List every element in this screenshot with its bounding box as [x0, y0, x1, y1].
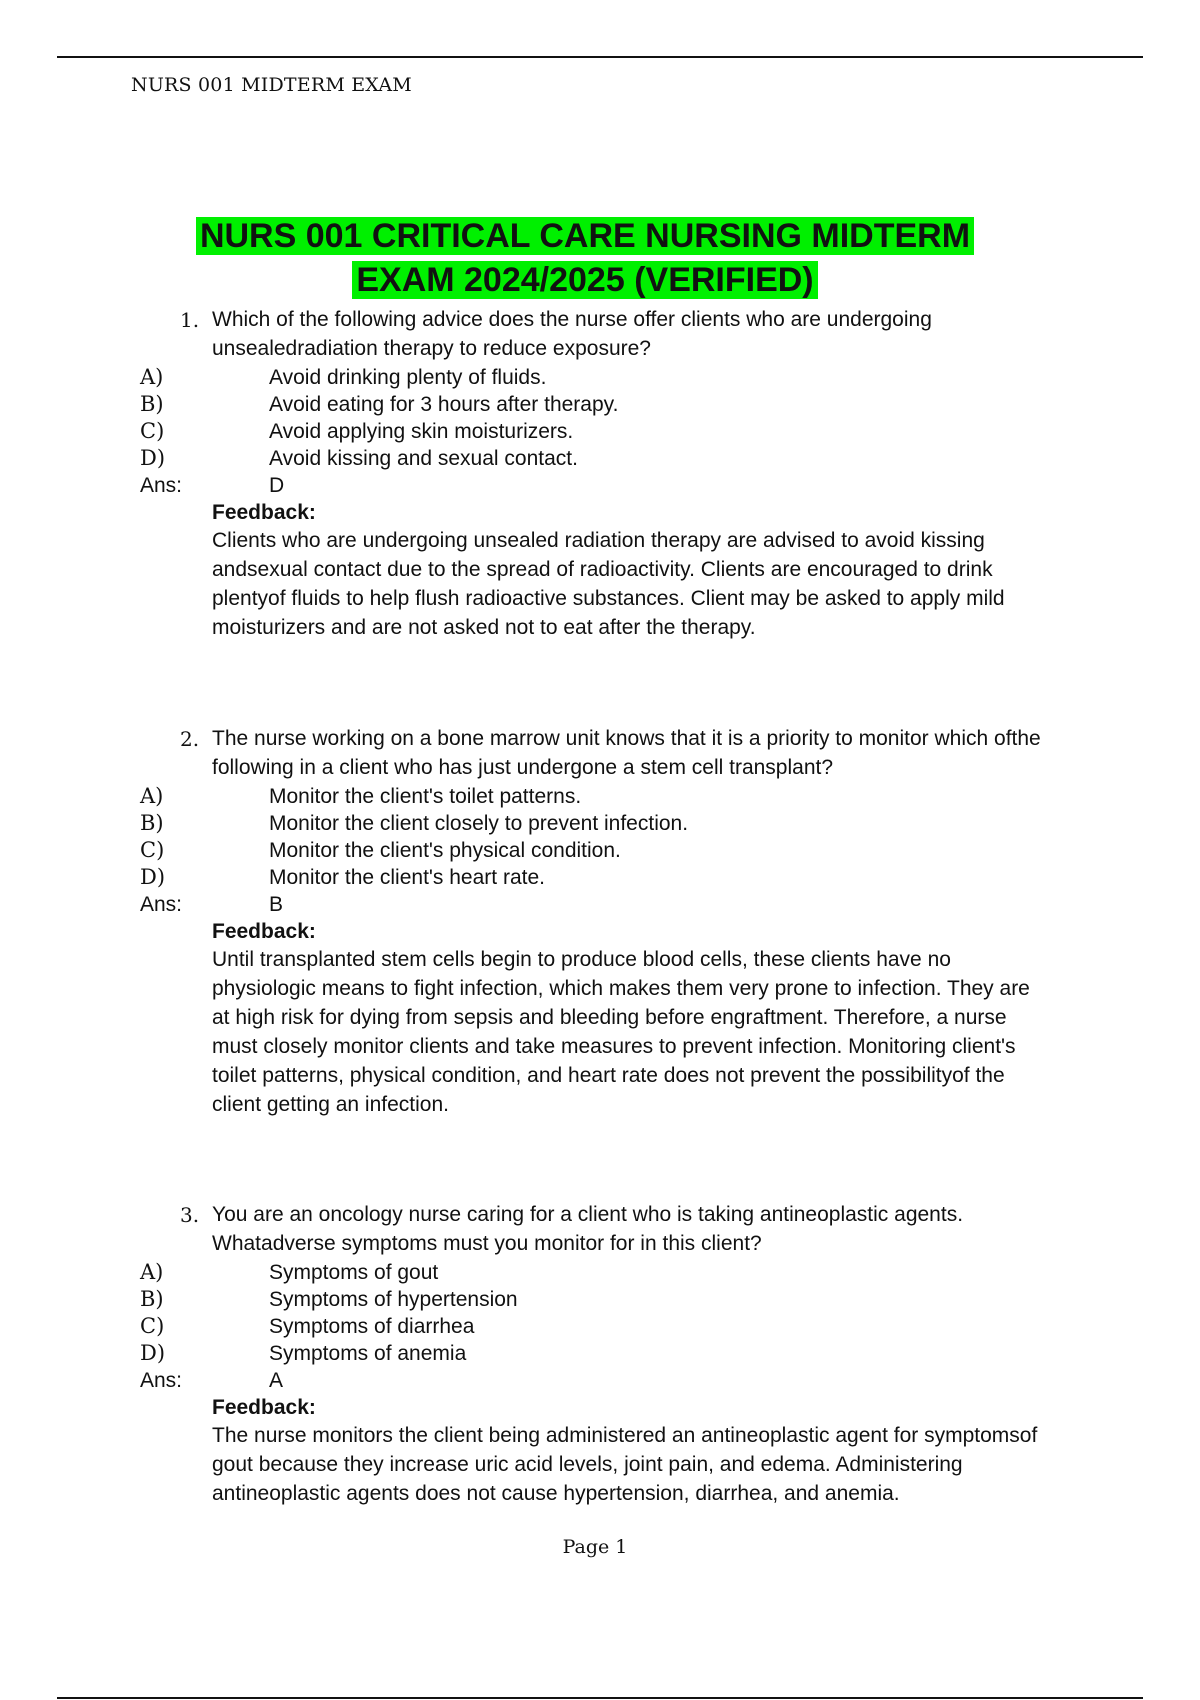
option-d	[0, 1340, 1200, 1367]
option-d	[0, 864, 1200, 891]
feedback-heading: Feedback:	[212, 501, 316, 524]
option-letter: C)	[140, 1314, 165, 1338]
option-text: Symptoms of gout	[269, 1261, 439, 1284]
option-c	[0, 418, 1200, 445]
option-d	[0, 445, 1200, 472]
option-letter: C)	[140, 419, 165, 443]
answer-value: A	[269, 1369, 284, 1392]
answer-label: Ans:	[140, 474, 183, 497]
option-letter: A)	[140, 1260, 164, 1284]
option-text: Avoid applying skin moisturizers.	[269, 420, 574, 443]
feedback-text: Clients who are undergoing unsealed radiation therapy are advised to avoid kissing andsexual contact due to the spread of radioactivity. Clients are encouraged to drink plentyof fluids to help flush radioactive substances. Client may be asked to apply mild moisturizers and are not asked not to eat after the therapy.	[212, 529, 1005, 639]
title-line-1: NURS 001 CRITICAL CARE NURSING MIDTERM	[196, 217, 974, 255]
bottom-rule	[57, 1697, 1143, 1699]
option-text: Avoid eating for 3 hours after therapy.	[269, 393, 619, 416]
option-a	[0, 364, 1200, 391]
question-text: Which of the following advice does the nurse offer clients who are undergoing unsealedradiation therapy to reduce exposure?	[212, 308, 932, 360]
option-letter: D)	[140, 865, 166, 889]
question-number: 1.	[180, 308, 200, 332]
option-c	[0, 1313, 1200, 1340]
answer-value: B	[269, 893, 284, 916]
answer-row	[0, 891, 1200, 918]
title-line-2: EXAM 2024/2025 (VERIFIED)	[352, 261, 817, 299]
feedback-heading: Feedback:	[212, 1396, 316, 1419]
option-text: Monitor the client's heart rate.	[269, 866, 545, 889]
question-number: 3.	[180, 1203, 200, 1227]
option-a	[0, 783, 1200, 810]
answer-label: Ans:	[140, 893, 183, 916]
answer-value: D	[269, 474, 285, 497]
option-letter: D)	[140, 1341, 166, 1365]
option-letter: C)	[140, 838, 165, 862]
option-letter: D)	[140, 446, 166, 470]
option-letter: A)	[140, 365, 164, 389]
option-a	[0, 1259, 1200, 1286]
top-rule	[57, 56, 1143, 58]
option-text: Avoid drinking plenty of fluids.	[269, 366, 547, 389]
option-letter: B)	[140, 392, 164, 416]
option-b	[0, 1286, 1200, 1313]
answer-row	[0, 472, 1200, 499]
option-text: Symptoms of diarrhea	[269, 1315, 475, 1338]
answer-row	[0, 1367, 1200, 1394]
page-number: Page 1	[562, 1536, 628, 1558]
option-c	[0, 837, 1200, 864]
option-b	[0, 391, 1200, 418]
option-text: Monitor the client's toilet patterns.	[269, 785, 582, 808]
question-text: The nurse working on a bone marrow unit knows that it is a priority to monitor which ofthe following in a client who has just undergone a stem cell transplant?	[212, 727, 1041, 779]
option-b	[0, 810, 1200, 837]
option-letter: A)	[140, 784, 164, 808]
feedback-text: The nurse monitors the client being administered an antineoplastic agent for symptomsof gout because they increase uric acid levels, joint pain, and edema. Administering antineoplastic agents does not cause hypertension, diarrhea, and anemia.	[212, 1424, 1038, 1505]
document-title	[0, 214, 1170, 302]
option-text: Monitor the client closely to prevent infection.	[269, 812, 689, 835]
option-text: Avoid kissing and sexual contact.	[269, 447, 578, 470]
answer-label: Ans:	[140, 1369, 183, 1392]
running-header: NURS 001 MIDTERM EXAM	[131, 74, 412, 96]
option-text: Monitor the client's physical condition.	[269, 839, 621, 862]
option-letter: B)	[140, 1287, 164, 1311]
option-letter: B)	[140, 811, 164, 835]
option-text: Symptoms of anemia	[269, 1342, 467, 1365]
question-number: 2.	[180, 727, 200, 751]
feedback-heading: Feedback:	[212, 920, 316, 943]
option-text: Symptoms of hypertension	[269, 1288, 518, 1311]
question-text: You are an oncology nurse caring for a client who is taking antineoplastic agents. Whatadverse symptoms must you monitor for in this client?	[212, 1203, 964, 1255]
feedback-text: Until transplanted stem cells begin to produce blood cells, these clients have no physiologic means to fight infection, which makes them very prone to infection. They are at high risk for dying from sepsis and bleeding before engraftment. Therefore, a nurse must closely monitor clients and take measures to prevent infection. Monitoring client's toilet patterns, physical condition, and heart rate does not prevent the possibilityof the client getting an infection.	[212, 948, 1030, 1116]
